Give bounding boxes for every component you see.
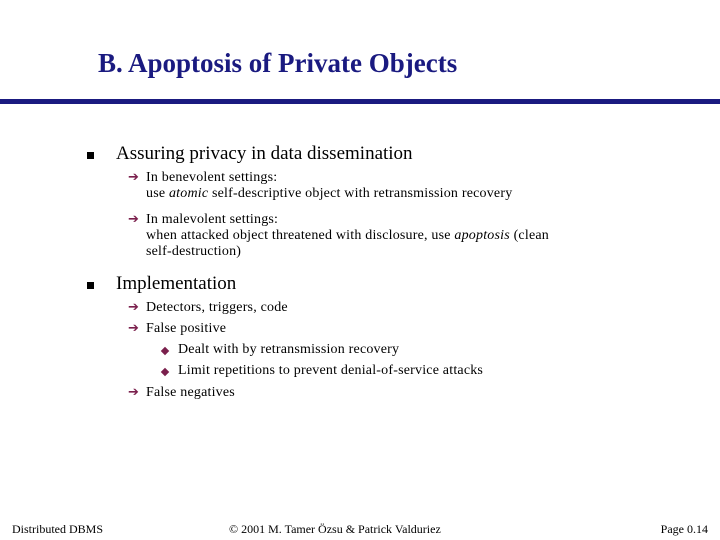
- arrow-icon: ➔: [128, 212, 139, 227]
- arrow-icon: ➔: [128, 321, 139, 336]
- footer-left: Distributed DBMS: [12, 522, 104, 536]
- arrow-icon: ➔: [128, 300, 139, 315]
- sub-item-malevolent: [146, 212, 549, 260]
- sub-sub-item-retransmission: Dealt with by retransmission recovery: [178, 342, 400, 357]
- bullet-implementation: Implementation: [116, 273, 237, 294]
- sub-item-malevolent-label: In malevolent settings:: [146, 212, 279, 227]
- sub-item-benevolent: [146, 170, 512, 202]
- sub-item-malevolent-detail-cont: self-destruction): [146, 244, 242, 259]
- title-divider: [0, 99, 720, 104]
- arrow-icon: ➔: [128, 170, 139, 185]
- sub-item-malevolent-detail: when attacked object threatened with disclosure, use apoptosis (clean: [146, 228, 549, 243]
- slide-title: B. Apoptosis of Private Objects: [98, 48, 458, 78]
- square-bullet-icon: [87, 282, 94, 289]
- diamond-bullet-icon: [161, 368, 169, 376]
- footer-copyright: © 2001 M. Tamer Özsu & Patrick Valduriez: [229, 522, 441, 536]
- diamond-bullet-icon: [161, 347, 169, 355]
- arrow-icon: ➔: [128, 385, 139, 400]
- sub-item-false-negatives: False negatives: [146, 385, 235, 400]
- square-bullet-icon: [87, 152, 94, 159]
- sub-item-false-positive: False positive: [146, 321, 227, 336]
- bullet-privacy: Assuring privacy in data dissemination: [116, 143, 413, 164]
- page-number: Page 0.14: [660, 522, 708, 536]
- sub-item-benevolent-detail: use atomic self-descriptive object with retransmission recovery: [146, 186, 513, 201]
- sub-item-benevolent-label: In benevolent settings:: [146, 170, 278, 185]
- sub-sub-item-limit-repetitions: Limit repetitions to prevent denial-of-service attacks: [178, 363, 484, 378]
- sub-item-detectors: Detectors, triggers, code: [146, 300, 288, 315]
